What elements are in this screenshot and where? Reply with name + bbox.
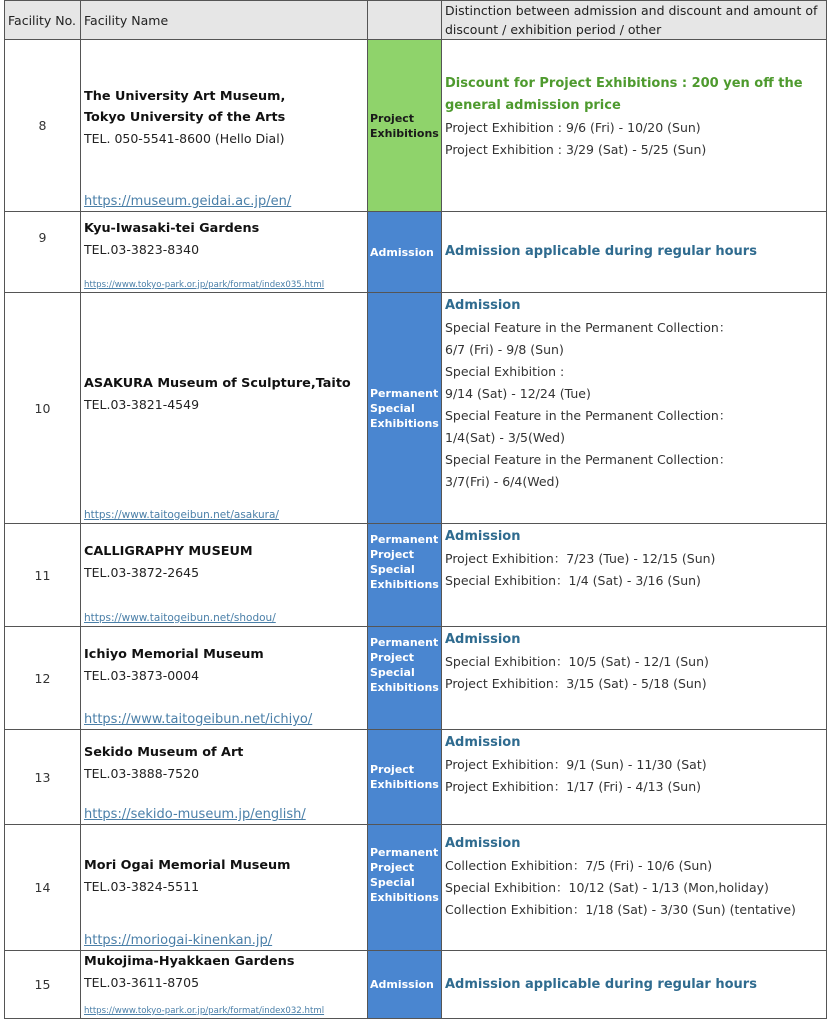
category-label: Permanent Special Exhibitions [370,386,439,430]
info-cell [442,212,827,293]
facility-name-cell [81,730,368,825]
facility-name-cell [81,524,368,627]
facility-name-cell [81,40,368,212]
info-cell [442,730,827,825]
facility-name: Mukojima-Hyakkaen Gardens [84,954,295,969]
category-cell [368,951,442,1019]
info-cell [442,627,827,730]
facility-tel: TEL.03-3888-7520 [84,766,200,781]
info-line: Project Exhibition : 3/29 (Sat) - 5/25 (Sun) [445,142,707,157]
category-cell [368,730,442,825]
info-cell [442,293,827,524]
facility-tel: TEL.03-3821-4549 [84,397,200,412]
info-line: Project Exhibition：1/17 (Fri) - 4/13 (Sun) [445,779,702,794]
facility-url-link[interactable]: https://www.taitogeibun.net/ichiyo/ [84,712,313,727]
info-line: Special Feature in the Permanent Collection： [445,452,732,467]
facility-name: Sekido Museum of Art [84,745,244,760]
category-cell [368,40,442,212]
facility-name: CALLIGRAPHY MUSEUM [84,544,253,559]
facility-url-link[interactable]: https://moriogai-kinenkan.jp/ [84,933,273,948]
info-line: Special Exhibition : [445,364,565,379]
category-cell [368,524,442,627]
facility-no: 13 [5,730,81,825]
table-row [5,293,827,524]
admission-text: Admission [445,529,521,544]
facility-no: 12 [5,627,81,730]
category-cell [368,293,442,524]
admission-text: Admission [445,298,521,313]
category-cell [368,627,442,730]
facility-name-cell [81,951,368,1019]
table-row [5,524,827,627]
facility-no: 9 [5,212,81,293]
admission-text: Admission applicable during regular hours [445,976,757,992]
facility-tel: TEL.03-3824-5511 [84,879,200,894]
category-label: Project Exhibitions [370,111,439,140]
info-line: Special Feature in the Permanent Collection： [445,408,732,423]
info-line: Collection Exhibition：7/5 (Fri) - 10/6 (Sun) [445,858,713,873]
info-cell [442,524,827,627]
facility-url-link[interactable]: https://www.taitogeibun.net/asakura/ [84,509,279,521]
header-category [368,1,442,40]
category-cell [368,212,442,293]
category-label: Project Exhibitions [370,763,439,791]
header-facility-no: Facility No. [5,1,81,40]
info-line: Special Exhibition：10/5 (Sat) - 12/1 (Sun) [445,654,709,669]
category-label: Admission [370,978,434,991]
facility-url-link[interactable]: https://museum.geidai.ac.jp/en/ [84,194,292,209]
info-line: 3/7(Fri) - 6/4(Wed) [445,474,560,489]
table-header [5,1,827,40]
info-line: Project Exhibition：7/23 (Tue) - 12/15 (Sun) [445,551,716,566]
admission-text: Admission [445,735,521,750]
facility-name: Kyu-Iwasaki-tei Gardens [84,221,260,236]
header-info: Distinction between admission and discount and amount of discount / exhibition period / other [442,1,827,40]
info-line: 1/4(Sat) - 3/5(Wed) [445,430,565,445]
table-row [5,951,827,1019]
facility-name: The University Art Museum, [84,89,286,104]
facility-tel: TEL.03-3611-8705 [84,975,200,990]
facility-name-cell [81,293,368,524]
facility-url-link[interactable]: https://www.tokyo-park.or.jp/park/format/index035.html [84,280,325,290]
category-label: Permanent Project Special Exhibitions [370,533,439,591]
table-row [5,212,827,293]
facility-no: 11 [5,524,81,627]
info-line: 6/7 (Fri) - 9/8 (Sun) [445,342,564,357]
facility-tel: TEL.03-3872-2645 [84,565,200,580]
category-cell [368,825,442,951]
info-line: Project Exhibition：3/15 (Sat) - 5/18 (Sun) [445,676,707,691]
facility-no: 14 [5,825,81,951]
info-line: Special Feature in the Permanent Collection： [445,320,732,335]
facility-url-link[interactable]: https://sekido-museum.jp/english/ [84,807,306,822]
admission-text: Admission applicable during regular hours [445,244,757,259]
info-line: Collection Exhibition：1/18 (Sat) - 3/30 (Sun) (tentative) [445,902,796,917]
info-cell [442,825,827,951]
facility-name-cell [81,825,368,951]
category-label: Permanent Project Special Exhibitions [370,846,439,904]
info-line: 9/14 (Sat) - 12/24 (Tue) [445,386,591,401]
info-line: Project Exhibition：9/1 (Sun) - 11/30 (Sat) [445,757,707,772]
facility-name: Tokyo University of the Arts [84,110,286,125]
admission-text: Admission [445,632,521,647]
facility-no: 15 [5,951,81,1019]
info-line: Special Exhibition：10/12 (Sat) - 1/13 (Mon,holiday) [445,880,769,895]
facility-name: ASAKURA Museum of Sculpture,Taito [84,376,351,391]
facility-no: 8 [5,40,81,212]
admission-text: Admission [445,836,521,851]
info-line: Project Exhibition : 9/6 (Fri) - 10/20 (Sun) [445,120,701,135]
category-label: Admission [370,245,434,259]
category-label: Permanent Project Special Exhibitions [370,636,439,694]
facility-table [4,0,827,1019]
facility-tel: TEL.03-3823-8340 [84,242,200,257]
facility-tel: TEL. 050-5541-8600 (Hello Dial) [84,131,285,146]
info-cell [442,951,827,1019]
info-line: Special Exhibition：1/4 (Sat) - 3/16 (Sun) [445,573,701,588]
facility-name: Mori Ogai Memorial Museum [84,858,291,873]
table-row [5,627,827,730]
info-cell [442,40,827,212]
facility-no: 10 [5,293,81,524]
facility-url-link[interactable]: https://www.taitogeibun.net/shodou/ [84,612,276,624]
facility-tel: TEL.03-3873-0004 [84,668,200,683]
facility-name-cell [81,627,368,730]
table-row [5,825,827,951]
facility-url-link[interactable]: https://www.tokyo-park.or.jp/park/format/index032.html [84,1006,325,1016]
header-facility-name: Facility Name [81,1,368,40]
table-row [5,730,827,825]
facility-name: Ichiyo Memorial Museum [84,647,264,662]
facility-name-cell [81,212,368,293]
discount-text: Discount for Project Exhibitions : 200 yen off the general admission price [445,76,803,113]
table-row [5,40,827,212]
